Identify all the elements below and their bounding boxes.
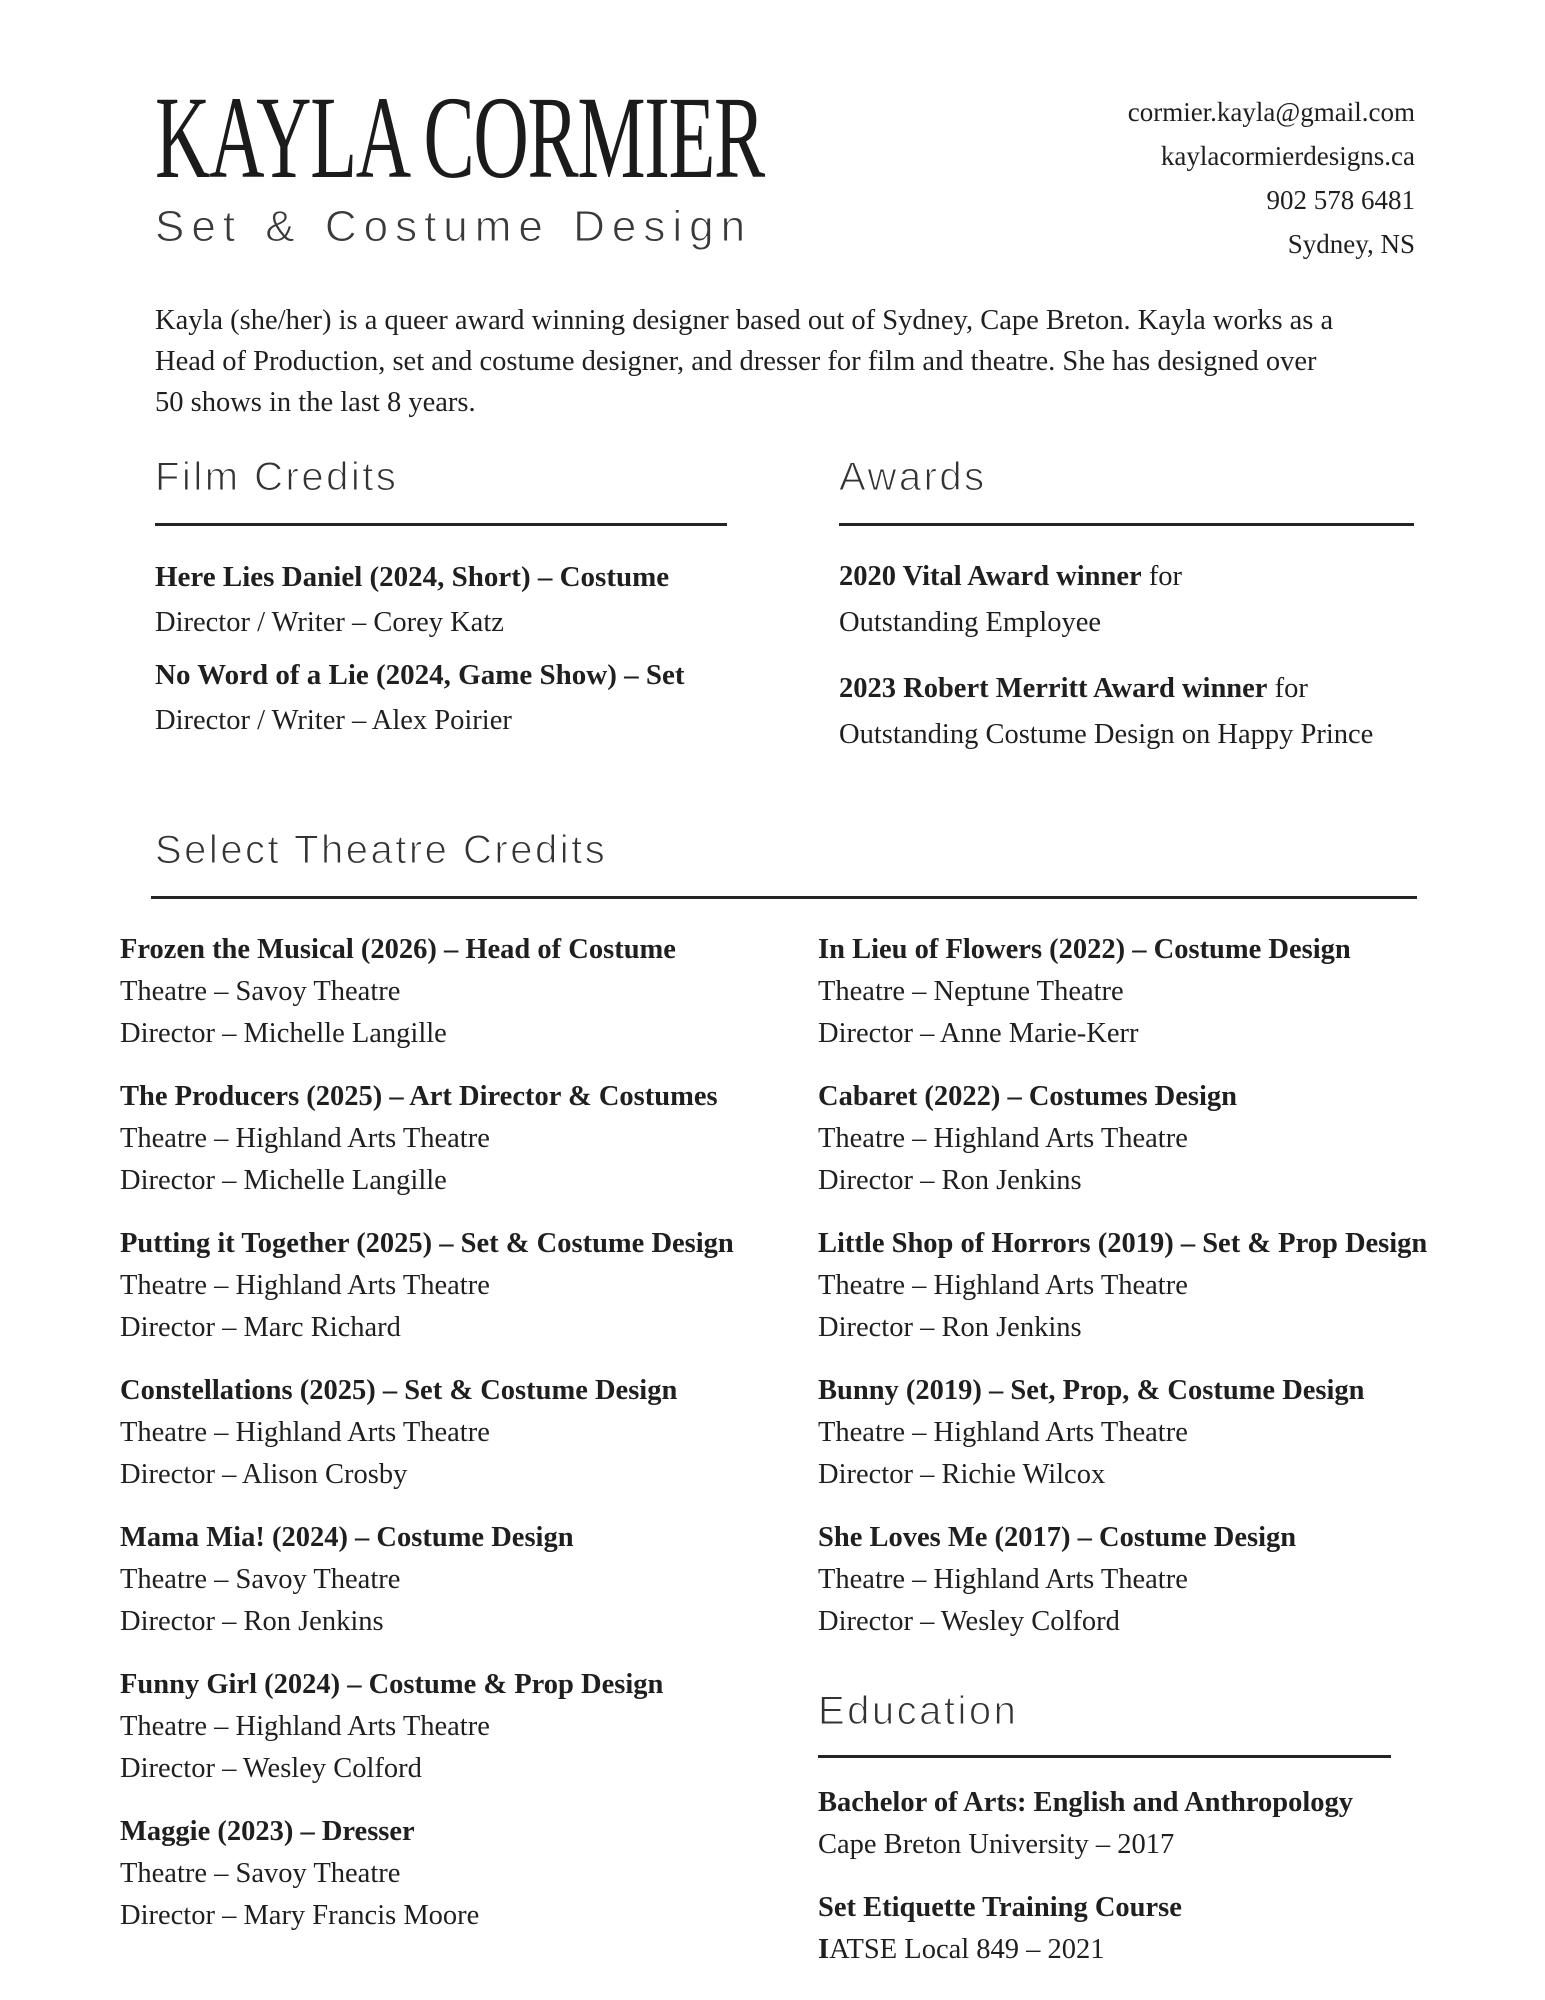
intro-line: 50 shows in the last 8 years. — [155, 387, 476, 418]
show-title: Frozen the Musical (2026) – Head of Costume — [120, 934, 676, 965]
film-entry-title: No Word of a Lie (2024, Game Show) – Set — [155, 659, 685, 691]
degree-name: Bachelor of Arts: English and Anthropology — [818, 1787, 1354, 1818]
show-theatre: Theatre – Highland Arts Theatre — [818, 1417, 1188, 1448]
show-director: Director – Ron Jenkins — [120, 1606, 384, 1637]
theatre-entry — [120, 1076, 818, 1202]
film-entry — [155, 554, 727, 646]
show-director: Director – Alison Crosby — [120, 1459, 408, 1490]
show-theatre: Theatre – Highland Arts Theatre — [818, 1123, 1188, 1154]
award-entry-line1 — [839, 666, 1415, 712]
award-suffix: for — [1141, 561, 1183, 592]
show-theatre: Theatre – Neptune Theatre — [818, 976, 1124, 1007]
contact-website: kaylacormierdesigns.ca — [1160, 141, 1415, 171]
show-title: Putting it Together (2025) – Set & Costume Design — [120, 1228, 734, 1259]
show-theatre: Theatre – Highland Arts Theatre — [120, 1417, 490, 1448]
degree-detail — [818, 1824, 1427, 1866]
show-title: The Producers (2025) – Art Director & Costumes — [120, 1081, 718, 1112]
show-title: Mama Mia! (2024) – Costume Design — [120, 1522, 574, 1553]
show-theatre: Theatre – Highland Arts Theatre — [120, 1270, 490, 1301]
theatre-entry — [818, 1223, 1427, 1349]
theatre-entry — [120, 929, 818, 1055]
show-theatre: Theatre – Highland Arts Theatre — [120, 1123, 490, 1154]
intro-line: Kayla (she/her) is a queer award winning designer based out of Sydney, Cape Breton. Kayla works as a — [155, 305, 1334, 336]
show-title: In Lieu of Flowers (2022) – Costume Design — [818, 934, 1351, 965]
awards-section — [839, 453, 1415, 778]
theatre-credits-section — [120, 826, 1428, 1992]
show-title: Cabaret (2022) – Costumes Design — [818, 1081, 1238, 1112]
show-theatre: Theatre – Highland Arts Theatre — [818, 1564, 1188, 1595]
intro-paragraph — [155, 300, 1415, 423]
film-credits-section — [155, 453, 727, 778]
show-director: Director – Wesley Colford — [818, 1606, 1120, 1637]
education-entry — [818, 1887, 1427, 1971]
show-title: Bunny (2019) – Set, Prop, & Costume Design — [818, 1375, 1365, 1406]
show-theatre: Theatre – Highland Arts Theatre — [120, 1711, 490, 1742]
show-theatre: Theatre – Savoy Theatre — [120, 1564, 401, 1595]
degree-detail-prefix: I — [818, 1934, 830, 1965]
theatre-entry — [120, 1517, 818, 1643]
show-director: Director – Ron Jenkins — [818, 1165, 1082, 1196]
theatre-entry — [120, 1811, 818, 1937]
award-entry-line2: Outstanding Employee — [839, 607, 1101, 638]
theatre-entry — [120, 1664, 818, 1790]
intro-line: Head of Production, set and costume designer, and dresser for film and theatre. She has designed over — [155, 346, 1317, 377]
header — [155, 72, 1415, 266]
name-wrap — [155, 72, 845, 203]
show-title: Constellations (2025) – Set & Costume Design — [120, 1375, 678, 1406]
theatre-entry — [818, 1370, 1427, 1496]
theatre-column-right — [818, 929, 1427, 1992]
show-title: Little Shop of Horrors (2019) – Set & Prop Design — [818, 1228, 1428, 1259]
show-director: Director – Ron Jenkins — [818, 1312, 1082, 1343]
show-title: Maggie (2023) – Dresser — [120, 1816, 415, 1847]
award-entries — [839, 554, 1415, 758]
show-title: Funny Girl (2024) – Costume & Prop Design — [120, 1669, 664, 1700]
theatre-entry — [120, 1223, 818, 1349]
awards-heading: Awards — [839, 455, 987, 499]
award-entry — [839, 666, 1415, 758]
show-director: Director – Marc Richard — [120, 1312, 401, 1343]
award-name: 2023 Robert Merritt Award winner — [839, 673, 1268, 704]
degree-name: Set Etiquette Training Course — [818, 1892, 1182, 1923]
award-entry-line1 — [839, 554, 1415, 600]
education-heading: Education — [818, 1689, 1019, 1733]
film-entries — [155, 554, 727, 744]
film-entry-detail: Director / Writer – Alex Poirier — [155, 705, 512, 736]
show-theatre: Theatre – Highland Arts Theatre — [818, 1270, 1188, 1301]
contact-location: Sydney, NS — [1287, 229, 1415, 259]
theatre-entry — [120, 1370, 818, 1496]
film-entry-detail: Director / Writer – Corey Katz — [155, 607, 504, 638]
contact-email: cormier.kayla@gmail.com — [1127, 97, 1415, 127]
degree-detail-text: ATSE Local 849 – 2021 — [829, 1934, 1105, 1965]
theatre-entry — [818, 1076, 1427, 1202]
contact-phone: 902 578 6481 — [1266, 185, 1415, 215]
theatre-entry — [818, 929, 1427, 1055]
show-director: Director – Michelle Langille — [120, 1018, 447, 1049]
award-entry-line2: Outstanding Costume Design on Happy Prince — [839, 719, 1374, 750]
person-name: KAYLA CORMIER — [155, 72, 764, 203]
section-divider — [839, 523, 1414, 526]
education-entry — [818, 1782, 1427, 1866]
film-awards-row — [155, 453, 1415, 778]
profession-tagline: Set & Costume Design — [155, 202, 753, 251]
theatre-columns — [120, 929, 1428, 1992]
film-entry-title: Here Lies Daniel (2024, Short) – Costume — [155, 561, 670, 593]
contact-block — [1128, 88, 1415, 266]
education-section — [818, 1687, 1427, 1971]
degree-detail — [818, 1929, 1427, 1971]
identity-block — [155, 72, 845, 266]
award-name: 2020 Vital Award winner — [839, 561, 1142, 592]
degree-detail-text: Cape Breton University – 2017 — [818, 1829, 1175, 1860]
show-director: Director – Richie Wilcox — [818, 1459, 1106, 1490]
show-theatre: Theatre – Savoy Theatre — [120, 1858, 401, 1889]
show-title: She Loves Me (2017) – Costume Design — [818, 1522, 1297, 1553]
theatre-column-left — [120, 929, 818, 1992]
section-divider — [818, 1755, 1391, 1758]
education-entries — [818, 1782, 1427, 1971]
show-director: Director – Mary Francis Moore — [120, 1900, 480, 1931]
theatre-credits-heading: Select Theatre Credits — [155, 828, 608, 872]
theatre-entry — [818, 1517, 1427, 1643]
award-entry — [839, 554, 1415, 646]
section-divider — [155, 523, 727, 526]
film-entry — [155, 652, 727, 744]
show-director: Director – Wesley Colford — [120, 1753, 422, 1784]
show-theatre: Theatre – Savoy Theatre — [120, 976, 401, 1007]
award-suffix: for — [1267, 673, 1308, 704]
show-director: Director – Anne Marie-Kerr — [818, 1018, 1139, 1049]
film-credits-heading: Film Credits — [155, 455, 399, 499]
show-director: Director – Michelle Langille — [120, 1165, 447, 1196]
section-divider — [151, 896, 1417, 899]
